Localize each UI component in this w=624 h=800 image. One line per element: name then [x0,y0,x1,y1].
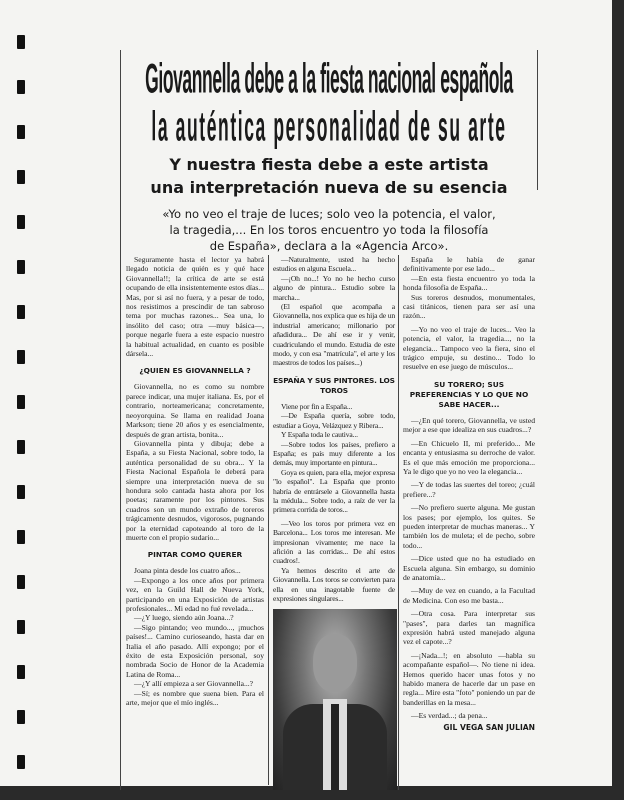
binder-hole [17,620,25,634]
paragraph: —Y de todas las suertes del toreo; ¿cuál prefiere...? [403,480,535,499]
binder-hole [17,665,25,679]
scan-edge-right [612,0,624,800]
paragraph: Seguramente hasta el lector ya habrá llegado noticia de quién es y qué hace Giovannella!!; la crítica de arte se está ocupando de ella insistentemente estos días... Mas, por si así no fuera, y a pesar de todo, nos resistimos a prescindir de tan sabroso tema por muchas razones... Sea una, lo insólito del caso; otra —muy básica—, porque negarle fuera a este espacio nuestro la habitual actualidad, en cuanto es posible dársela... [126,255,264,359]
paragraph: Viene por fin a España... [281,401,353,411]
binder-hole [17,350,25,364]
paragraph: —De España quería, sobre todo, estudiar a Goya, Velázquez y Ribera... [273,411,395,430]
paragraph: Y España toda le cautiva... [281,430,358,440]
paragraph: —¡Nada...!; en absoluto —habla su acompañante español—. No tiene ni idea. Hemos querido hacer unas fotos y no habido manera de hacerle dar un pase en regla... Mire esta "foto" poniendo un par de banderillas en la mesa... [403,650,535,707]
headline-line2: la auténtica personalidad de su arte [151,102,507,150]
paragraph: —Naturalmente, usted ha hecho estudios en alguna Escuela... [273,255,395,274]
binder-hole [17,755,25,769]
paragraph: Giovannella, no es como su nombre parece indicar, una mujer italiana. Es, por el contrario, norteamericana; concretamente, neoyorquina. Se llama en realidad Joana Markson; tiene 20 años y es esencialmente, después de gran artista, bonita... [126,382,264,439]
column-divider [268,255,269,785]
paragraph: —¿En qué torero, Giovannella, ve usted mejor a ese que idealiza en sus cuadros...? [403,415,535,435]
column-divider [398,255,399,790]
section-heading: SU TORERO; SUS PREFERENCIAS Y LO QUE NO SABE HACER... [409,379,529,409]
photo-tie [331,704,339,790]
paragraph: —Otra cosa. Para interpretar sus "pases", para darles tan magnífica expresión habrá usted manejado alguna vez el capote...? [403,609,535,647]
paragraph: —¿Y allí empieza a ser Giovannella...? [134,679,254,689]
binder-hole [17,530,25,544]
binder-hole [17,575,25,589]
paragraph: Sus toreros desnudos, monumentales, casi titánicos, tienen para ser así una razón... [403,292,535,321]
binder-hole [17,80,25,94]
binder-hole [17,35,25,49]
paragraph: —Sigo pintando; veo mundo..., ¡muchos países!... Camino curioseando, hasta dar en Italia el año pasado. Allí expongo; por el éxito de esta Exposición personal, soy nombrada Socio de Honor de la Academia Latina de Roma... [126,622,264,679]
paragraph: (El español que acompaña a Giovannella, nos explica que es hija de un industrial americano; millonario por añadidura... De ahí ese ir y venir, cuadriculando el mundo. Estudia de este modo, y con esa "matrícula", el arte y los maestros de todos los países...) [273,302,395,368]
paragraph: Ya hemos descrito el arte de Giovannella. Los toros se convierten para ella en una inagotable fuente de expresiones singulares... [273,565,395,603]
paragraph: —Yo no veo el traje de luces... Veo la potencia, el valor, la tragedia..., no la elegancia... Tampoco veo la fiera, sino el trágico empuje, su destino... Todo lo resuelve en ese juego de músculos... [403,324,535,372]
section-heading: ¿QUIEN ES GIOVANNELLA ? [139,366,251,376]
binder-hole [17,710,25,724]
paragraph: —¡Oh no...! Yo no he hecho curso alguno de pintura... Estudio sobre la marcha... [273,273,395,302]
paragraph: Joana pinta desde los cuatro años... [134,566,241,576]
section-heading: PINTAR COMO QUERER [147,550,243,560]
paragraph: —Es verdad...; da pena... [411,711,488,721]
paragraph: —Expongo a los once años por primera vez, en la Guild Hall de Nueva York, participando en una Exposición de artistas profesionales... Mi edad no fué revelada... [126,575,264,613]
bullfighter-photo [273,609,397,790]
paragraph: —Sobre todos los países, prefiero a España; es país muy diferente a los demás, muy importante en pintura... [273,439,395,468]
pull-quote [118,206,540,254]
headline-line1: Giovannella debe a la fiesta nacional española [145,54,513,102]
binder-hole [17,170,25,184]
subheadline-line1: Y nuestra fiesta debe a este artista [169,155,489,174]
subheadline-line2: una interpretación nueva de su esencia [150,178,508,197]
quote-line: la tragedia,... En los toros encuentro yo toda la filosofía [169,223,489,237]
section-heading: ESPAÑA Y SUS PINTORES. LOS TOROS [273,375,395,395]
photo-face [313,634,357,692]
paragraph: —Veo los toros por primera vez en Barcelona... Los toros me interesan. Me impresionan vivamente; me nace la afición a las corridas... De ahí estos cuadros!. [273,518,395,566]
binder-hole [17,305,25,319]
paragraph: —En Chicuelo II, mi preferido... Me encanta y entusiasma su derroche de valor. Es el que más emoción me proporciona... Ya le digo que yo no veo la elegancia... [403,438,535,476]
paragraph: —Sí; es nombre que suena bien. Para el arte, mejor que el mío inglés... [126,688,264,708]
column-1 [126,255,264,707]
quote-line: de España», declara a la «Agencia Arco». [209,239,449,253]
column-2 [273,255,395,790]
paragraph: —Dice usted que no ha estudiado en Escuela alguna. Sin embargo, su dominio de anatomía... [403,554,535,582]
quote-line: «Yo no veo el traje de luces; solo veo la potencia, el valor, [162,207,496,221]
paragraph: Giovannella pinta y dibuja; debe a España, a su Fiesta Nacional, sobre todo, la auténtica personalidad de su obra... Y la Fiesta Nacional Española le deberá para siempre una interpretación nueva de su hondura solo cantada hasta ahora por los poetas; raramente por los pintores. Sus cuadros son un mundo extraño de toreros trágicamente desnudos, vigorosos, pugnando por la eternidad capoteando al toro de la muerte con el propio sudario... [126,438,264,542]
binder-hole [17,125,25,139]
paragraph: —No prefiero suerte alguna. Me gustan los pases; por ejemplo, los quites. Se pueden interpretar de muchas maneras... Y también los de muleta; el de pecho, sobre todo... [403,503,535,550]
paragraph: —En esta fiesta encuentro yo toda la honda filosofía de España... [403,273,535,293]
column-3 [403,255,535,732]
binder-hole [17,485,25,499]
paragraph: —¿Y luego, siendo aún Joana...? [134,613,234,623]
newspaper-clipping [118,50,540,790]
binder-hole [17,395,25,409]
paragraph: —Muy de vez en cuando, a la Facultad de Medicina. Con eso me basta... [403,586,535,605]
binder-hole [17,260,25,274]
paragraph: Goya es quien, para ella, mejor expresa "lo español". La España que pronto habría de entrársele a Giovannella hasta la médula... Sobre todo, a raíz de ver la primera corrida de toros... [273,467,395,515]
binder-hole [17,215,25,229]
author-signature: GIL VEGA SAN JULIAN [443,722,535,732]
paragraph: España le había de ganar definitivamente por ese lado... [403,255,535,274]
binder-hole [17,440,25,454]
